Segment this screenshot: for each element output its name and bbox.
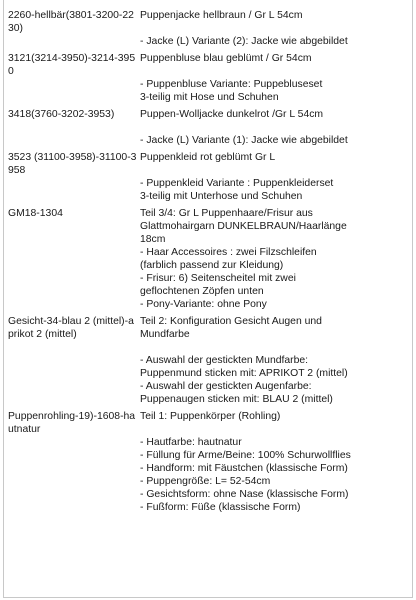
order-items-sheet [3, 0, 413, 598]
description-line: - Puppenbluse Variante: Puppebluseset [140, 79, 323, 90]
description-line: Puppenjacke hellbraun / Gr L 54cm [140, 10, 303, 21]
item-code: GM18-1304 [8, 208, 63, 219]
item-row [8, 315, 408, 406]
item-row [8, 410, 408, 514]
description-line: - Auswahl der gestickten Mundfarbe: [140, 355, 309, 366]
description-line: Puppenkleid rot geblümt Gr L [140, 152, 276, 163]
item-row [8, 52, 408, 104]
line-spacer [140, 65, 408, 78]
description-line: Puppen-Wolljacke dunkelrot /Gr L 54cm [140, 109, 324, 120]
description-line: - Auswahl der gestickten Augenfarbe: [140, 381, 312, 392]
item-code: 2260-hellbär(3801-3200-2230) [8, 10, 134, 34]
description-line: - Füllung für Arme/Beine: 100% Schurwollflies [140, 450, 351, 461]
description-line: - Jacke (L) Variante (1): Jacke wie abgebildet [140, 135, 348, 146]
description-line: 3-teilig mit Unterhose und Schuhen [140, 191, 303, 202]
line-spacer [140, 22, 408, 35]
item-code: Gesicht-34-blau 2 (mittel)-aprikot 2 (mittel) [8, 316, 134, 340]
description-line: 18cm [140, 234, 166, 245]
description-line: - Hautfarbe: hautnatur [140, 437, 242, 448]
description-line: - Puppenkleid Variante : Puppenkleiderset [140, 178, 334, 189]
item-description [140, 108, 408, 147]
item-description [140, 52, 408, 104]
description-line: Teil 2: Konfiguration Gesicht Augen und [140, 316, 322, 327]
line-spacer [140, 121, 408, 134]
description-line: - Pony-Variante: ohne Pony [140, 299, 267, 310]
description-line: - Gesichtsform: ohne Nase (klassische Form) [140, 489, 349, 500]
line-spacer [140, 423, 408, 436]
description-line: - Haar Accessoires : zwei Filzschleifen [140, 247, 317, 258]
item-description [140, 315, 408, 406]
description-line: Puppenmund sticken mit: APRIKOT 2 (mittel) [140, 368, 348, 379]
item-description [140, 9, 408, 48]
item-description [140, 410, 408, 514]
line-spacer [140, 341, 408, 354]
description-line: Teil 3/4: Gr L Puppenhaare/Frisur aus [140, 208, 313, 219]
item-row [8, 207, 408, 311]
description-line: Puppenaugen sticken mit: BLAU 2 (mittel) [140, 394, 333, 405]
description-line: Teil 1: Puppenkörper (Rohling) [140, 411, 281, 422]
description-line: - Fußform: Füße (klassische Form) [140, 502, 301, 513]
description-line: 3-teilig mit Hose und Schuhen [140, 92, 279, 103]
description-line: - Jacke (L) Variante (2): Jacke wie abgebildet [140, 36, 348, 47]
item-row [8, 108, 408, 147]
line-spacer [140, 164, 408, 177]
item-row [8, 151, 408, 203]
item-description [140, 207, 408, 311]
item-code: 3523 (31100-3958)-31100-3958 [8, 152, 137, 176]
item-code: 3418(3760-3202-3953) [8, 109, 115, 120]
item-row [8, 9, 408, 48]
order-items-table [8, 9, 408, 518]
item-code: Puppenrohling-19)-1608-hautnatur [8, 411, 136, 435]
description-line: Glattmohairgarn DUNKELBRAUN/Haarlänge [140, 221, 347, 232]
item-description [140, 151, 408, 203]
description-line: geflochtenen Zöpfen unten [140, 286, 264, 297]
description-line: Mundfarbe [140, 329, 190, 340]
description-line: - Handform: mit Fäustchen (klassische Form) [140, 463, 348, 474]
description-line: Puppenbluse blau geblümt / Gr 54cm [140, 53, 312, 64]
item-code: 3121(3214-3950)-3214-3950 [8, 53, 136, 77]
description-line: - Puppengröße: L= 52-54cm [140, 476, 271, 487]
description-line: (farblich passend zur Kleidung) [140, 260, 284, 271]
description-line: - Frisur: 6) Seitenscheitel mit zwei [140, 273, 296, 284]
